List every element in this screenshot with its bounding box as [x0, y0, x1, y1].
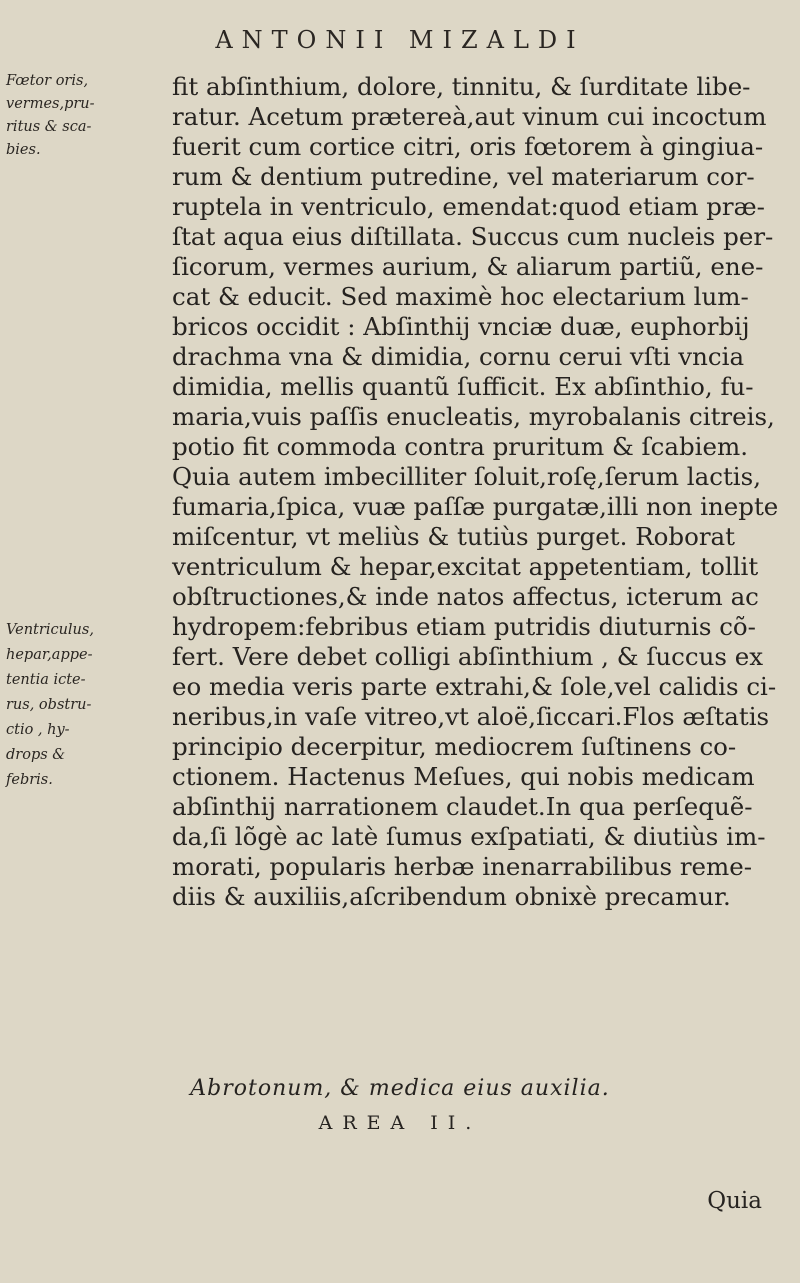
text-line: diis & auxiliis,aſcribendum obnixè precamur.: [172, 882, 731, 911]
text-line: dimidia, mellis quantũ ſufficit. Ex abſinthio, fu-: [172, 372, 754, 401]
margin-note-line: vermes,pru-: [6, 96, 95, 112]
text-line: ctionem. Hactenus Meſues, qui nobis medicam: [172, 762, 755, 791]
text-line: da,ſi lõgè ac latè ſumus exſpatiati, & diutiùs im-: [172, 822, 766, 851]
text-line: hydropem:febribus etiam putridis diuturnis cõ-: [172, 612, 756, 641]
text-line: drachma vna & dimidia, cornu cerui vſti vncia: [172, 342, 745, 371]
text-line: fert. Vere debet colligi abſinthium , & ſuccus ex: [172, 642, 764, 671]
text-line: cat & educit. Sed maximè hoc electarium lum-: [172, 282, 749, 311]
text-line: fit abſinthium, dolore, tinnitu, & ſurditate libe-: [172, 72, 751, 101]
text-line: eo media veris parte extrahi,& ſole,vel calidis ci-: [172, 672, 777, 701]
text-line: Quia autem imbecilliter ſoluit,roſę,ſerum lactis,: [172, 462, 762, 491]
text-line: maria,vuis paſſis enucleatis, myrobalanis citreis,: [172, 402, 775, 431]
text-line: fuerit cum cortice citri, oris fœtorem à gingiua-: [172, 132, 764, 161]
margin-note-line: Fœtor oris,: [6, 73, 89, 89]
margin-note-line: rus, obstru-: [6, 697, 92, 713]
text-line: ventriculum & hepar,excitat appetentiam, tollit: [172, 552, 759, 581]
margin-note-line: tentia icte-: [6, 672, 86, 688]
text-line: ratur. Acetum prætereà,aut vinum cui incoctum: [172, 102, 767, 131]
text-line: bricos occidit : Abſinthij vnciæ duæ, euphorbij: [172, 312, 750, 341]
margin-note-line: Ventriculus,: [6, 622, 94, 638]
margin-note-top: [6, 70, 161, 162]
text-line: ſicorum, vermes aurium, & aliarum partiũ, ene-: [172, 252, 764, 281]
margin-note-line: ctio , hy-: [6, 722, 70, 738]
body-paragraph: [172, 72, 779, 912]
text-line: ſtat aqua eius diſtillata. Succus cum nucleis per-: [172, 222, 774, 251]
text-line: neribus,in vaſe vitreo,vt aloë,ſiccari.Flos æſtatis: [172, 702, 770, 731]
margin-note-line: bies.: [6, 142, 41, 158]
text-line: obſtructiones,& inde natos affectus, icterum ac: [172, 582, 759, 611]
text-line: miſcentur, vt meliùs & tutiùs purget. Roborat: [172, 522, 735, 551]
margin-note-lower: [6, 618, 161, 793]
margin-note-line: hepar,appe-: [6, 647, 93, 663]
section-subheading: AREA II.: [318, 1112, 482, 1134]
catchword: Quia: [707, 1188, 762, 1214]
text-line: rum & dentium putredine, vel materiarum cor-: [172, 162, 755, 191]
text-line: principio decerpitur, mediocrem ſuſtinens co-: [172, 732, 737, 761]
text-line: morati, popularis herbæ inenarrabilibus reme-: [172, 852, 753, 881]
text-line: fumaria,ſpica, vuæ paſſæ purgatæ,illi non inepte: [172, 492, 779, 521]
margin-note-line: febris.: [6, 772, 53, 788]
margin-note-line: drops &: [6, 747, 66, 763]
text-line: abſinthij narrationem claudet.In qua perſequẽ-: [172, 792, 753, 821]
text-line: ruptela in ventriculo, emendat:quod etiam præ-: [172, 192, 765, 221]
margin-note-line: ritus & sca-: [6, 119, 92, 135]
text-line: potio fit commoda contra pruritum & ſcabiem.: [172, 432, 748, 461]
running-header: ANTONII MIZALDI: [215, 26, 585, 54]
section-heading: Abrotonum, & medica eius auxilia.: [190, 1076, 610, 1101]
